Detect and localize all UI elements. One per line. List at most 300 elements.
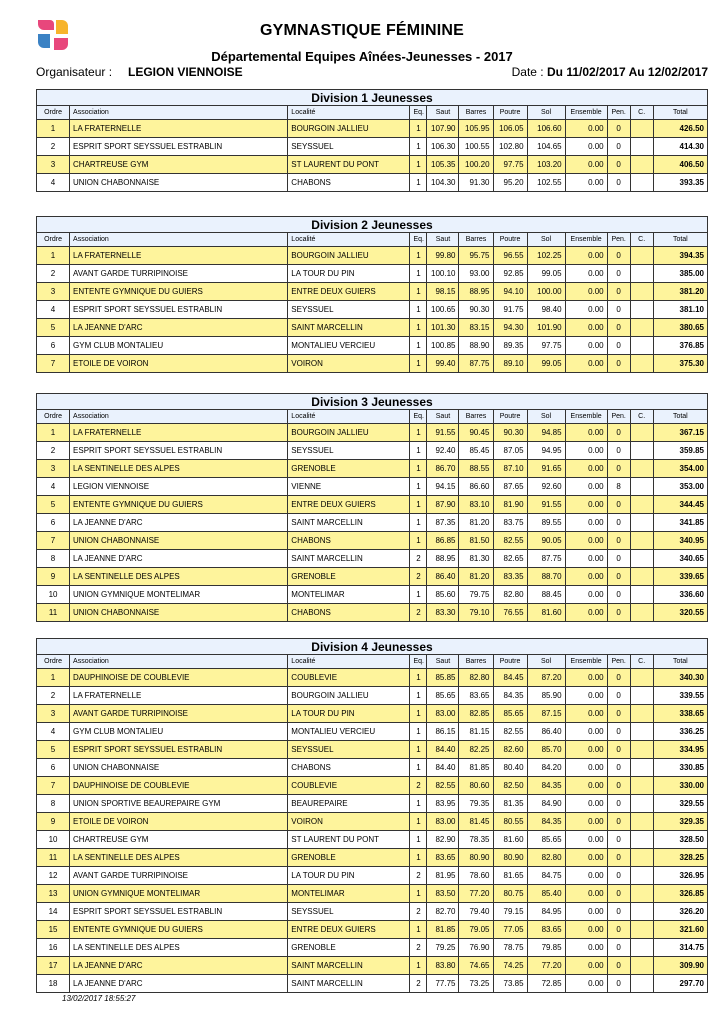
cell-floor: 91.65 [527,460,565,478]
table-row [37,337,708,355]
cell-total: 353.00 [653,478,707,496]
cell-penalty: 0 [607,849,630,867]
cell-vault: 100.85 [427,337,459,355]
cell-vault: 83.65 [427,849,459,867]
cell-total: 340.95 [653,532,707,550]
table-row [37,921,708,939]
cell-beam: 82.65 [493,550,527,568]
column-header-floor: Sol [527,233,565,247]
cell-vault: 83.80 [427,957,459,975]
cell-rank: 10 [37,586,70,604]
cell-vault: 104.30 [427,174,459,192]
cell-rank: 14 [37,903,70,921]
column-header-beam: Poutre [493,106,527,120]
cell-penalty: 0 [607,550,630,568]
cell-penalty: 0 [607,424,630,442]
cell-beam: 85.65 [493,705,527,723]
cell-rank: 3 [37,283,70,301]
table-row [37,586,708,604]
cell-ensemble: 0.00 [565,550,607,568]
column-header-association: Association [70,410,288,424]
cell-ensemble: 0.00 [565,120,607,138]
cell-floor: 92.60 [527,478,565,496]
cell-bars: 81.20 [459,568,493,586]
cell-beam: 89.35 [493,337,527,355]
cell-association: DAUPHINOISE DE COUBLEVIE [70,777,288,795]
cell-association: UNION CHABONNAISE [70,174,288,192]
cell-penalty: 0 [607,496,630,514]
cell-c [630,975,653,993]
cell-floor: 84.20 [527,759,565,777]
cell-total: 330.00 [653,777,707,795]
cell-beam: 80.40 [493,759,527,777]
cell-team: 1 [410,319,427,337]
cell-bars: 80.60 [459,777,493,795]
cell-association: LA JEANNE D'ARC [70,319,288,337]
cell-beam: 95.20 [493,174,527,192]
cell-rank: 4 [37,478,70,496]
cell-beam: 76.55 [493,604,527,622]
cell-c [630,687,653,705]
column-header-vault: Saut [427,233,459,247]
cell-locality: SEYSSUEL [288,138,410,156]
cell-beam: 84.45 [493,669,527,687]
table-row [37,669,708,687]
table-row [37,885,708,903]
cell-vault: 81.95 [427,867,459,885]
division-table [36,89,708,192]
cell-c [630,514,653,532]
cell-bars: 85.45 [459,442,493,460]
cell-locality: SEYSSUEL [288,741,410,759]
cell-rank: 3 [37,156,70,174]
cell-bars: 79.05 [459,921,493,939]
table-row [37,424,708,442]
cell-floor: 84.35 [527,777,565,795]
cell-team: 1 [410,687,427,705]
cell-locality: SAINT MARCELLIN [288,319,410,337]
cell-c [630,120,653,138]
cell-locality: MONTALIEU VERCIEU [288,337,410,355]
cell-ensemble: 0.00 [565,669,607,687]
cell-beam: 81.35 [493,795,527,813]
cell-rank: 11 [37,604,70,622]
cell-rank: 7 [37,777,70,795]
column-header-penalty: Pen. [607,410,630,424]
cell-bars: 81.30 [459,550,493,568]
cell-locality: ST LAURENT DU PONT [288,831,410,849]
cell-total: 375.30 [653,355,707,373]
cell-ensemble: 0.00 [565,903,607,921]
cell-locality: COUBLEVIE [288,669,410,687]
cell-total: 314.75 [653,939,707,957]
cell-vault: 92.40 [427,442,459,460]
cell-rank: 5 [37,496,70,514]
table-row [37,777,708,795]
cell-ensemble: 0.00 [565,301,607,319]
cell-penalty: 0 [607,120,630,138]
cell-team: 1 [410,138,427,156]
column-header-penalty: Pen. [607,106,630,120]
cell-c [630,903,653,921]
cell-c [630,319,653,337]
print-timestamp: 13/02/2017 18:55:27 [62,994,136,1003]
table-row [37,849,708,867]
cell-association: LA JEANNE D'ARC [70,975,288,993]
cell-floor: 88.45 [527,586,565,604]
cell-association: ENTENTE GYMNIQUE DU GUIERS [70,921,288,939]
table-row [37,120,708,138]
cell-vault: 81.85 [427,921,459,939]
cell-locality: SAINT MARCELLIN [288,514,410,532]
cell-bars: 74.65 [459,957,493,975]
column-header-team: Eq. [410,655,427,669]
cell-beam: 83.35 [493,568,527,586]
table-row [37,867,708,885]
column-header-rank: Ordre [37,233,70,247]
cell-beam: 92.85 [493,265,527,283]
table-row [37,265,708,283]
cell-floor: 87.15 [527,705,565,723]
cell-penalty: 0 [607,705,630,723]
cell-floor: 83.65 [527,921,565,939]
cell-ensemble: 0.00 [565,813,607,831]
cell-penalty: 0 [607,939,630,957]
cell-locality: LA TOUR DU PIN [288,265,410,283]
column-header-ensemble: Ensemble [565,410,607,424]
cell-total: 336.25 [653,723,707,741]
cell-bars: 95.75 [459,247,493,265]
cell-total: 340.65 [653,550,707,568]
cell-total: 339.65 [653,568,707,586]
cell-rank: 4 [37,174,70,192]
column-header-team: Eq. [410,106,427,120]
table-row [37,759,708,777]
cell-ensemble: 0.00 [565,975,607,993]
table-row [37,741,708,759]
cell-vault: 106.30 [427,138,459,156]
column-header-penalty: Pen. [607,233,630,247]
cell-rank: 13 [37,885,70,903]
cell-c [630,301,653,319]
cell-ensemble: 0.00 [565,604,607,622]
division-table [36,393,708,622]
cell-rank: 9 [37,568,70,586]
cell-association: GYM CLUB MONTALIEU [70,337,288,355]
cell-association: UNION GYMNIQUE MONTELIMAR [70,586,288,604]
cell-team: 1 [410,795,427,813]
cell-c [630,957,653,975]
division-3-section [36,393,708,622]
column-header-bars: Barres [459,410,493,424]
cell-ensemble: 0.00 [565,867,607,885]
cell-c [630,604,653,622]
cell-floor: 91.55 [527,496,565,514]
division-title: Division 2 Jeunesses [37,217,708,233]
cell-association: UNION GYMNIQUE MONTELIMAR [70,885,288,903]
column-header-vault: Saut [427,655,459,669]
table-row [37,478,708,496]
cell-penalty: 0 [607,319,630,337]
cell-floor: 89.55 [527,514,565,532]
cell-rank: 15 [37,921,70,939]
date-block [512,65,708,79]
table-row [37,301,708,319]
column-header-rank: Ordre [37,655,70,669]
cell-team: 1 [410,156,427,174]
table-row [37,795,708,813]
cell-penalty: 0 [607,957,630,975]
cell-floor: 84.90 [527,795,565,813]
column-header-ensemble: Ensemble [565,233,607,247]
cell-association: DAUPHINOISE DE COUBLEVIE [70,669,288,687]
cell-floor: 102.25 [527,247,565,265]
cell-beam: 87.05 [493,442,527,460]
cell-ensemble: 0.00 [565,568,607,586]
column-header-total: Total [653,655,707,669]
cell-total: 385.00 [653,265,707,283]
cell-beam: 82.60 [493,741,527,759]
cell-team: 1 [410,174,427,192]
organizer-value: LEGION VIENNOISE [128,65,243,79]
cell-floor: 79.85 [527,939,565,957]
cell-association: LA SENTINELLE DES ALPES [70,849,288,867]
cell-locality: VOIRON [288,355,410,373]
column-header-locality: Localité [288,410,410,424]
column-header-floor: Sol [527,106,565,120]
cell-beam: 82.80 [493,586,527,604]
cell-total: 339.55 [653,687,707,705]
cell-association: ESPRIT SPORT SEYSSUEL ESTRABLIN [70,741,288,759]
cell-bars: 82.80 [459,669,493,687]
cell-penalty: 0 [607,337,630,355]
cell-locality: SEYSSUEL [288,301,410,319]
cell-team: 1 [410,957,427,975]
table-row [37,975,708,993]
cell-penalty: 0 [607,514,630,532]
cell-penalty: 0 [607,138,630,156]
column-header-row [37,410,708,424]
cell-team: 2 [410,550,427,568]
cell-floor: 85.65 [527,831,565,849]
column-header-bars: Barres [459,655,493,669]
cell-penalty: 0 [607,247,630,265]
cell-team: 1 [410,478,427,496]
cell-penalty: 0 [607,903,630,921]
cell-bars: 77.20 [459,885,493,903]
cell-locality: SEYSSUEL [288,903,410,921]
cell-total: 328.50 [653,831,707,849]
cell-bars: 87.75 [459,355,493,373]
division-title: Division 4 Jeunesses [37,639,708,655]
cell-rank: 9 [37,813,70,831]
cell-total: 394.35 [653,247,707,265]
cell-ensemble: 0.00 [565,460,607,478]
cell-team: 1 [410,532,427,550]
cell-penalty: 0 [607,723,630,741]
cell-beam: 81.65 [493,867,527,885]
column-header-locality: Localité [288,233,410,247]
cell-total: 336.60 [653,586,707,604]
cell-beam: 80.90 [493,849,527,867]
cell-team: 1 [410,424,427,442]
division-table [36,638,708,993]
cell-total: 380.65 [653,319,707,337]
cell-beam: 87.10 [493,460,527,478]
cell-penalty: 0 [607,759,630,777]
cell-beam: 73.85 [493,975,527,993]
cell-penalty: 0 [607,442,630,460]
cell-vault: 82.70 [427,903,459,921]
cell-locality: COUBLEVIE [288,777,410,795]
cell-association: LA FRATERNELLE [70,247,288,265]
cell-bars: 81.45 [459,813,493,831]
cell-locality: ENTRE DEUX GUIERS [288,496,410,514]
cell-floor: 102.55 [527,174,565,192]
cell-vault: 99.40 [427,355,459,373]
cell-penalty: 0 [607,921,630,939]
cell-association: AVANT GARDE TURRIPINOISE [70,705,288,723]
cell-bars: 90.45 [459,424,493,442]
cell-ensemble: 0.00 [565,283,607,301]
cell-vault: 86.40 [427,568,459,586]
cell-floor: 90.05 [527,532,565,550]
cell-rank: 8 [37,795,70,813]
cell-floor: 99.05 [527,355,565,373]
cell-ensemble: 0.00 [565,174,607,192]
column-header-c: C. [630,106,653,120]
cell-bars: 81.15 [459,723,493,741]
cell-bars: 90.30 [459,301,493,319]
cell-beam: 82.50 [493,777,527,795]
division-title: Division 3 Jeunesses [37,394,708,410]
column-header-floor: Sol [527,410,565,424]
cell-total: 393.35 [653,174,707,192]
cell-beam: 90.30 [493,424,527,442]
cell-rank: 10 [37,831,70,849]
cell-association: LEGION VIENNOISE [70,478,288,496]
cell-c [630,532,653,550]
cell-vault: 99.80 [427,247,459,265]
cell-penalty: 0 [607,687,630,705]
cell-vault: 86.70 [427,460,459,478]
cell-penalty: 0 [607,174,630,192]
cell-vault: 101.30 [427,319,459,337]
column-header-beam: Poutre [493,233,527,247]
cell-bars: 79.35 [459,795,493,813]
cell-association: ESPRIT SPORT SEYSSUEL ESTRABLIN [70,301,288,319]
cell-team: 2 [410,903,427,921]
cell-floor: 85.90 [527,687,565,705]
cell-ensemble: 0.00 [565,532,607,550]
date-label: Date : [511,65,547,79]
cell-locality: VOIRON [288,813,410,831]
table-row [37,550,708,568]
table-row [37,460,708,478]
cell-team: 1 [410,921,427,939]
cell-association: LA SENTINELLE DES ALPES [70,460,288,478]
column-header-bars: Barres [459,233,493,247]
column-header-ensemble: Ensemble [565,655,607,669]
cell-team: 2 [410,604,427,622]
cell-c [630,921,653,939]
cell-team: 2 [410,777,427,795]
cell-team: 1 [410,460,427,478]
cell-total: 330.85 [653,759,707,777]
cell-c [630,247,653,265]
cell-floor: 104.65 [527,138,565,156]
cell-locality: GRENOBLE [288,939,410,957]
cell-ensemble: 0.00 [565,156,607,174]
cell-c [630,337,653,355]
cell-vault: 83.50 [427,885,459,903]
cell-c [630,550,653,568]
cell-locality: ENTRE DEUX GUIERS [288,283,410,301]
cell-c [630,759,653,777]
cell-vault: 77.75 [427,975,459,993]
cell-c [630,478,653,496]
cell-c [630,867,653,885]
organizer-row [36,65,708,81]
cell-bars: 81.50 [459,532,493,550]
cell-floor: 87.20 [527,669,565,687]
cell-association: ESPRIT SPORT SEYSSUEL ESTRABLIN [70,903,288,921]
cell-total: 328.25 [653,849,707,867]
cell-rank: 18 [37,975,70,993]
cell-penalty: 0 [607,669,630,687]
table-row [37,174,708,192]
cell-total: 338.65 [653,705,707,723]
table-row [37,687,708,705]
cell-ensemble: 0.00 [565,777,607,795]
cell-vault: 87.35 [427,514,459,532]
cell-ensemble: 0.00 [565,831,607,849]
cell-locality: BEAUREPAIRE [288,795,410,813]
cell-c [630,265,653,283]
cell-association: UNION CHABONNAISE [70,532,288,550]
cell-floor: 72.85 [527,975,565,993]
cell-rank: 1 [37,247,70,265]
table-row [37,156,708,174]
cell-beam: 84.35 [493,687,527,705]
cell-locality: SAINT MARCELLIN [288,975,410,993]
cell-penalty: 0 [607,532,630,550]
cell-ensemble: 0.00 [565,337,607,355]
cell-floor: 106.60 [527,120,565,138]
cell-rank: 2 [37,265,70,283]
table-row [37,283,708,301]
cell-locality: GRENOBLE [288,568,410,586]
cell-bars: 83.65 [459,687,493,705]
cell-bars: 88.90 [459,337,493,355]
cell-rank: 5 [37,741,70,759]
column-header-rank: Ordre [37,410,70,424]
cell-beam: 78.75 [493,939,527,957]
column-header-row [37,233,708,247]
cell-floor: 77.20 [527,957,565,975]
cell-ensemble: 0.00 [565,586,607,604]
cell-rank: 8 [37,550,70,568]
cell-vault: 86.85 [427,532,459,550]
cell-total: 344.45 [653,496,707,514]
cell-team: 1 [410,759,427,777]
cell-team: 1 [410,496,427,514]
cell-team: 1 [410,885,427,903]
cell-beam: 80.75 [493,885,527,903]
cell-rank: 4 [37,723,70,741]
cell-floor: 94.95 [527,442,565,460]
cell-beam: 89.10 [493,355,527,373]
